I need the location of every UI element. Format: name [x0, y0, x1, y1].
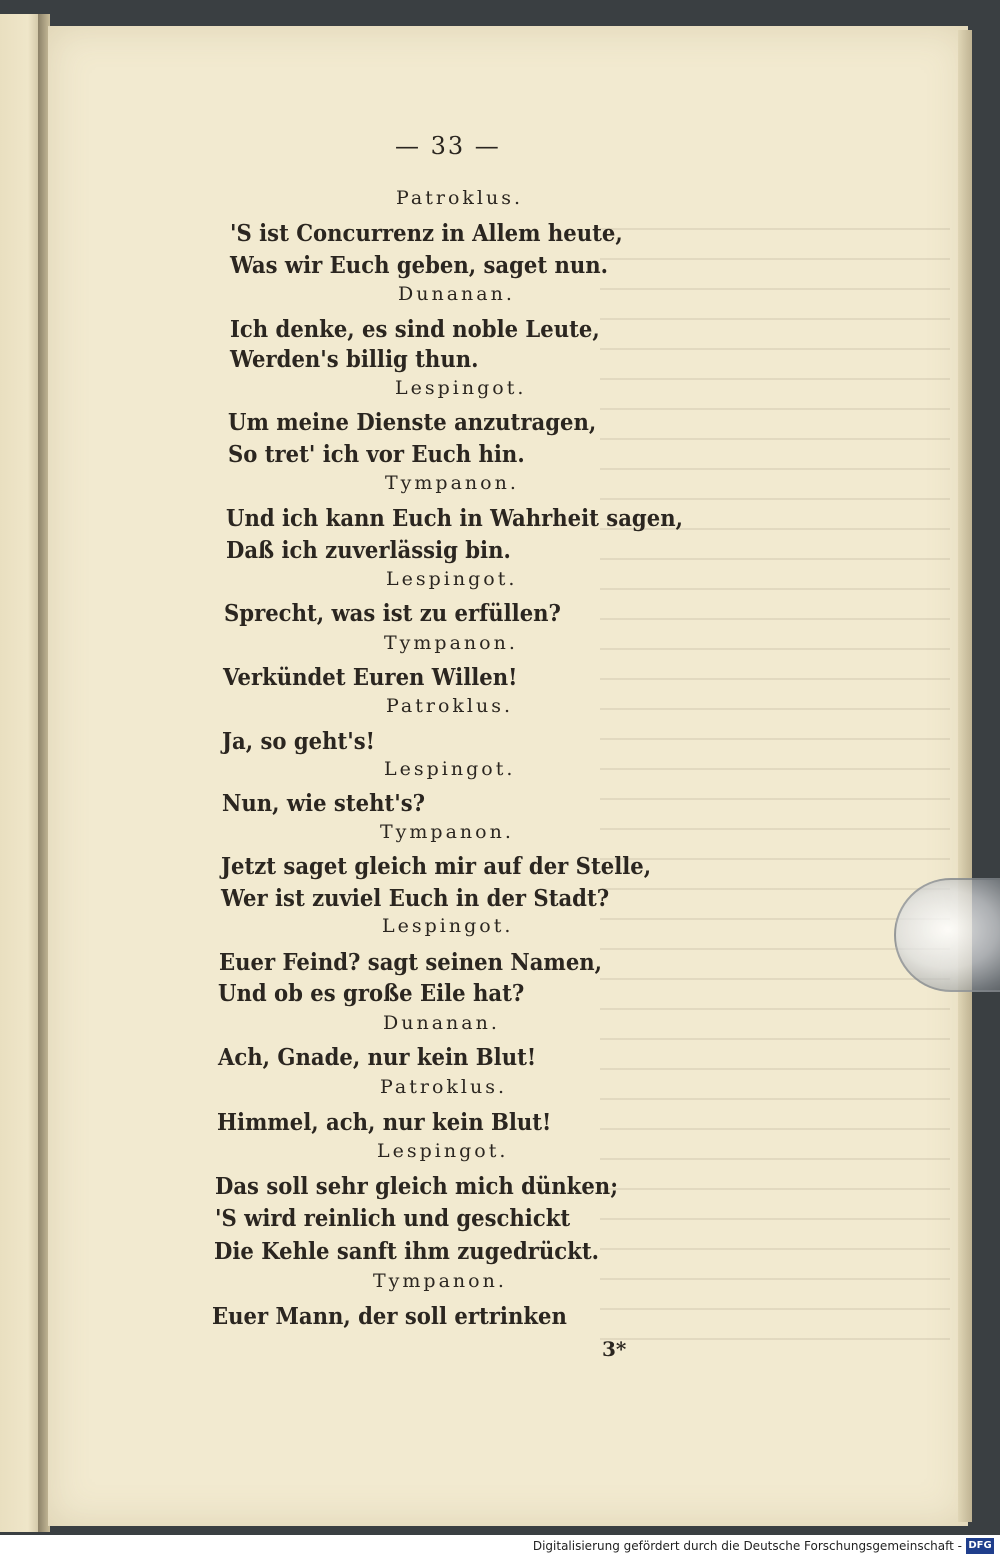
verse-line: Euer Feind? sagt seinen Namen,: [219, 949, 603, 976]
verse-line: Ich denke, es sind noble Leute,: [230, 316, 600, 343]
speaker-name: Lespingot.: [395, 377, 527, 399]
speaker-name: Lespingot.: [377, 1140, 509, 1162]
speaker-name: Patroklus.: [396, 187, 524, 209]
speaker-name: Dunanan.: [383, 1012, 500, 1034]
verse-line: Euer Mann, der soll ertrinken: [212, 1303, 567, 1330]
verse-line: Daß ich zuverlässig bin.: [226, 537, 511, 564]
speaker-name: Dunanan.: [398, 283, 515, 305]
verse-line: Werden's billig thun.: [230, 346, 479, 373]
signature-mark: 3*: [602, 1337, 627, 1361]
verse-line: Nun, wie steht's?: [222, 790, 426, 817]
speaker-name: Lespingot.: [384, 758, 516, 780]
page-number-header: — 33 —: [395, 132, 501, 160]
digitization-credit: Digitalisierung gefördert durch die Deutsche Forschungsgemeinschaft -: [532, 1539, 962, 1553]
speaker-name: Lespingot.: [382, 915, 514, 937]
verse-line: Und ob es große Eile hat?: [218, 980, 525, 1007]
verse-line: Um meine Dienste anzutragen,: [228, 409, 597, 436]
verse-line: Verkündet Euren Willen!: [223, 664, 518, 691]
page-fore-edge: [958, 30, 972, 1522]
speaker-name: Tympanon.: [384, 632, 518, 654]
verse-line: 'S ist Concurrenz in Allem heute,: [230, 220, 623, 247]
speaker-name: Lespingot.: [386, 568, 518, 590]
verse-line: Und ich kann Euch in Wahrheit sagen,: [226, 505, 683, 532]
verse-line: Himmel, ach, nur kein Blut!: [217, 1109, 552, 1136]
speaker-name: Patroklus.: [380, 1076, 508, 1098]
speaker-name: Tympanon.: [380, 821, 514, 843]
verse-line: Wer ist zuviel Euch in der Stadt?: [221, 885, 610, 912]
page-clip: [894, 878, 1000, 992]
speaker-name: Tympanon.: [373, 1270, 507, 1292]
verse-line: Was wir Euch geben, saget nun.: [230, 252, 609, 279]
left-page-edge: [0, 14, 40, 1532]
verse-line: Ja, so geht's!: [222, 728, 375, 755]
verse-line: Die Kehle sanft ihm zugedrückt.: [214, 1238, 599, 1265]
verse-line: Sprecht, was ist zu erfüllen?: [224, 600, 561, 627]
dfg-logo: DFG: [966, 1538, 994, 1554]
speaker-name: Patroklus.: [386, 695, 514, 717]
show-through-text: [600, 200, 950, 1360]
verse-line: Ach, Gnade, nur kein Blut!: [218, 1044, 537, 1071]
verse-line: 'S wird reinlich und geschickt: [215, 1205, 571, 1232]
verse-line: Jetzt saget gleich mir auf der Stelle,: [221, 853, 652, 880]
verse-line: Das soll sehr gleich mich dünken;: [215, 1173, 619, 1200]
verse-line: So tret' ich vor Euch hin.: [228, 441, 525, 468]
speaker-name: Tympanon.: [385, 472, 519, 494]
